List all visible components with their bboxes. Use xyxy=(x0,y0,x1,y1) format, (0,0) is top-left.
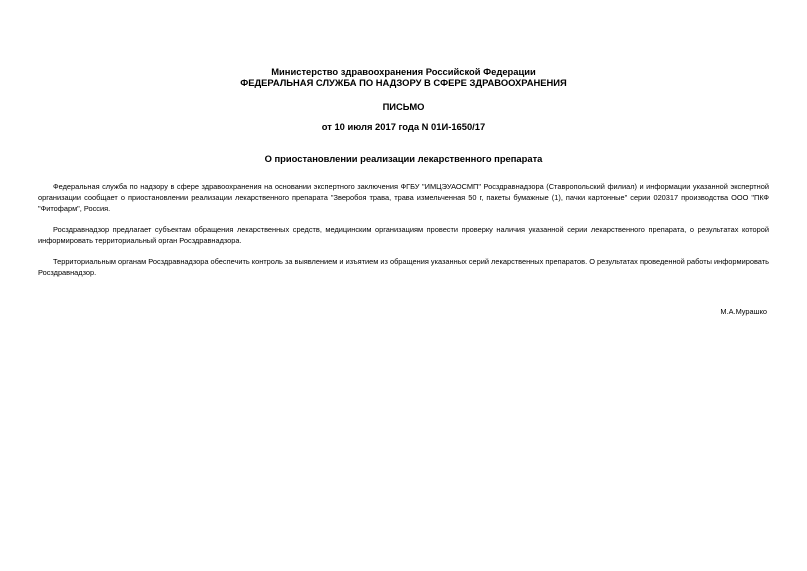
body-paragraph-1 xyxy=(38,181,769,214)
body-paragraph-3 xyxy=(38,256,769,278)
signature: М.А.Мурашко xyxy=(720,307,767,316)
paragraph-text: Территориальным органам Росздравнадзора обеспечить контроль за выявлением и изъятием из обращения указанных серий лекарственных препаратов. О результатах проведенной работы информировать Росздравнадзор. xyxy=(38,257,769,277)
service-name: ФЕДЕРАЛЬНАЯ СЛУЖБА ПО НАДЗОРУ В СФЕРЕ ЗДРАВООХРАНЕНИЯ xyxy=(240,77,567,88)
document-type: ПИСЬМО xyxy=(382,101,425,112)
document-date-number: от 10 июля 2017 года N 01И-1650/17 xyxy=(321,121,486,132)
paragraph-text: Федеральная служба по надзору в сфере здравоохранения на основании экспертного заключения ФГБУ "ИМЦЭУАОСМП" Росздравнадзора (Ставропольский филиал) и информации указанной экспертной организации сообщает о приостановлении реализации лекарственного препарата "Зверобоя трава, трава измельченная 50 г, пакеты бумажные (1), пачки картонные" серии 020317 производства ООО "ПКФ "Фитофарм", Россия. xyxy=(38,182,769,213)
document-header xyxy=(0,66,807,88)
paragraph-text: Росздравнадзор предлагает субъектам обращения лекарственных средств, медицинским организациям провести проверку наличия указанной серии лекарственного препарата, о результатах которой информировать территориальный орган Росздравнадзора. xyxy=(38,225,769,245)
body-paragraph-2 xyxy=(38,224,769,246)
ministry-name: Министерство здравоохранения Российской Федерации xyxy=(271,66,536,77)
document-subject: О приостановлении реализации лекарственного препарата xyxy=(264,153,543,164)
